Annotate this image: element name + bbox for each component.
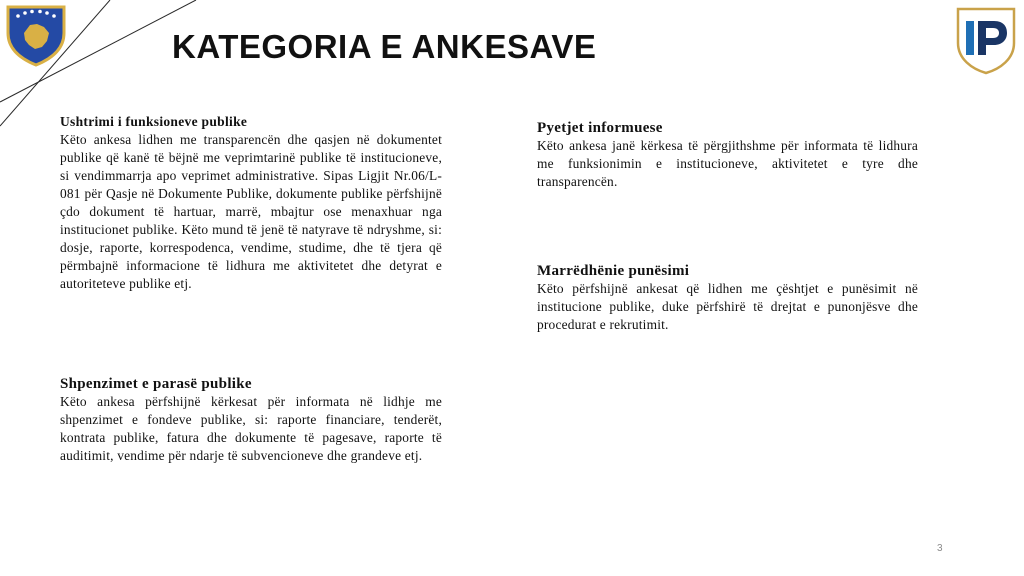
ip-logo (952, 3, 1020, 75)
section-public-functions (60, 113, 442, 293)
section-heading: Ushtrimi i funksioneve publike (60, 114, 248, 129)
section-body: Këto ankesa përfshijnë kërkesat për informata në lidhje me shpenzimet e fondeve publike, si: raporte financiare, tenderët, kontrata publike, fatura dhe dokumente të pagesave, raporte të auditimit, vendime për ndarje të subvencioneve dhe grandeve etj. (60, 394, 442, 463)
section-body: Këto ankesa lidhen me transparencën dhe qasjen në dokumentet publike që kanë të bëjnë me veprimtarinë publike të institucioneve, si vendimmarrja apo veprimet administrative. Sipas Ligjit Nr.06/L-081 për Qasje në Dokumente Publike, dokumente publike përfshijnë çdo dokument të hartuar, marrë, mbajtur ose menaxhuar nga institucionet publike. Këto mund të jenë të natyrave të ndryshme, si: dosje, raporte, korrespodenca, vendime, studime, dhe të tjera që përmbajnë informacione të lidhura me aktivitetet dhe detyrat e autoriteteve publike etj. (60, 132, 442, 291)
slide-title: KATEGORIA E ANKESAVE (172, 28, 597, 65)
section-informative-questions (537, 119, 918, 191)
page-number: 3 (937, 543, 943, 554)
kosovo-coat-of-arms-icon (4, 3, 68, 67)
section-public-spending (60, 375, 442, 465)
section-body: Këto ankesa janë kërkesa të përgjithshme për informata të lidhura me funksionimin e institucioneve, aktivitetet e tyre dhe transparencën. (537, 138, 918, 189)
section-heading: Pyetjet informuese (537, 120, 663, 136)
section-heading: Marrëdhënie punësimi (537, 263, 690, 279)
section-body: Këto përfshijnë ankesat që lidhen me çështjet e punësimit në institucione publike, duke përfshirë të drejtat e punonjësve dhe procedurat e rekrutimit. (537, 281, 918, 332)
section-employment-relations (537, 262, 918, 334)
section-heading: Shpenzimet e parasë publike (60, 376, 252, 392)
